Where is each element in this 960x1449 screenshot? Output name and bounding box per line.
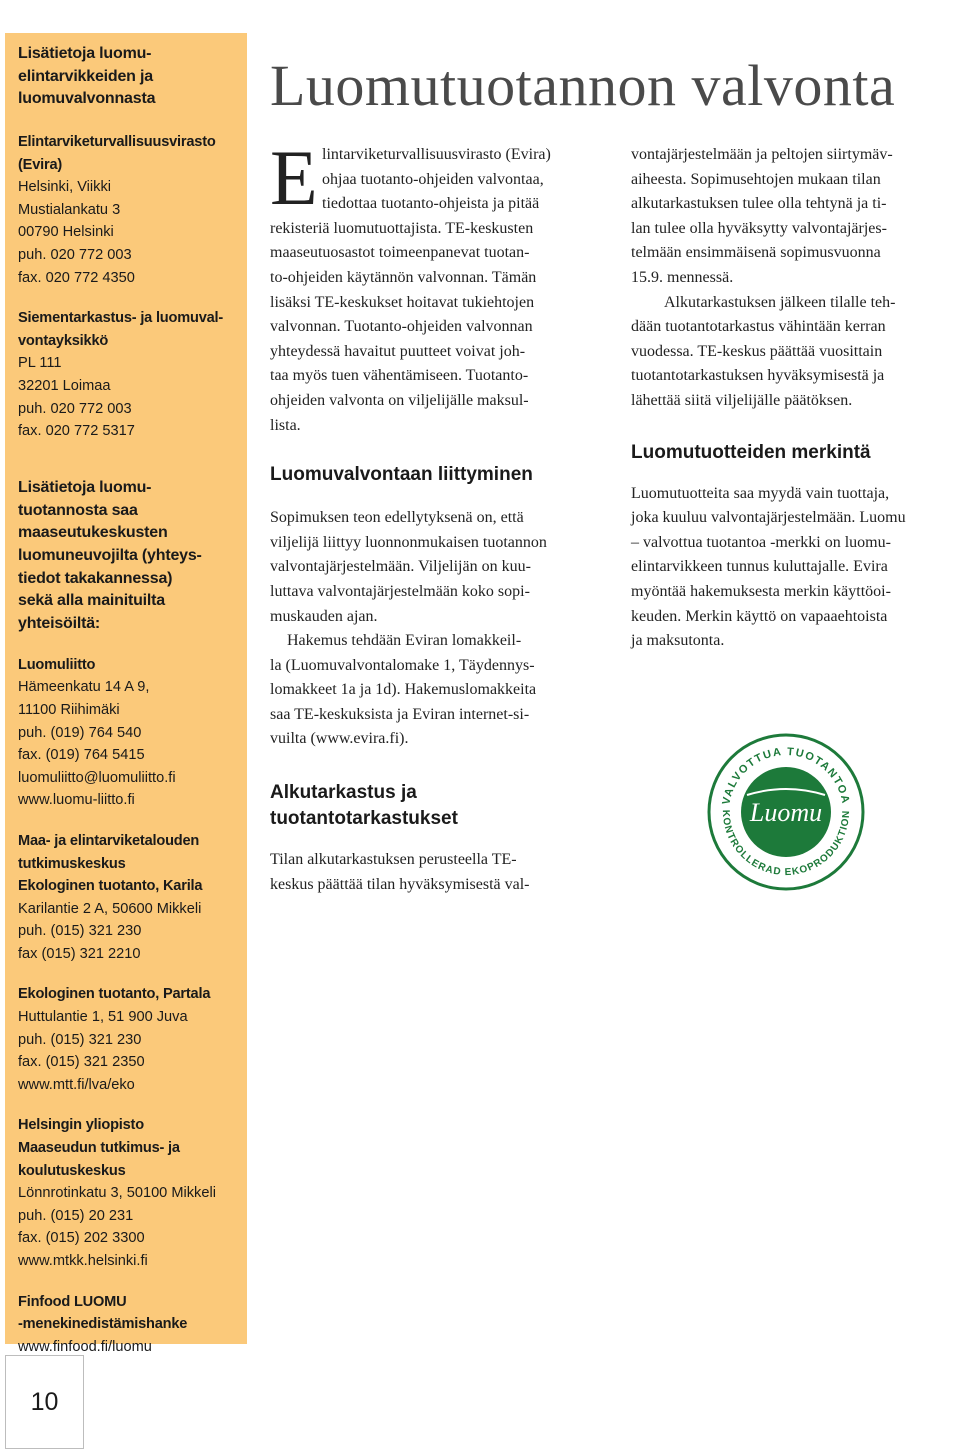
text-line: saa TE-keskuksista ja Eviran internet-si- xyxy=(270,705,530,723)
text-line: muskauden ajan. xyxy=(270,607,378,625)
text-line: to-ohjeiden käytännön valvonnan. Tämän xyxy=(270,268,537,286)
paragraph-liittyminen xyxy=(270,506,598,629)
paragraph-alkutarkastus xyxy=(270,848,598,897)
text-line: keskus päättää tilan hyväksymisestä val- xyxy=(270,875,530,893)
contact-title: (Evira) xyxy=(18,156,63,173)
contact-phone: puh. (019) 764 540 xyxy=(18,724,142,741)
sidebar-heading-line: luomuvalvonnasta xyxy=(18,90,156,108)
info-sidebar xyxy=(5,33,247,1355)
text-line: alkutarkastuksen tulee olla tehtynä ja ti- xyxy=(631,195,887,213)
text-line: Luomutuotteita saa myydä vain tuottaja, xyxy=(631,484,890,502)
text-line: valvonnan. Tuotanto-ohjeiden valvonnan xyxy=(270,318,533,336)
intro-paragraph xyxy=(270,134,598,438)
sidebar-heading-line: tuotannosta saa xyxy=(18,501,138,519)
sidebar-heading-line: sekä alla mainituilta xyxy=(18,592,165,610)
text-line: Sopimuksen teon edellytyksenä on, että xyxy=(270,509,524,527)
contact-website: www.mtt.fi/lva/eko xyxy=(18,1076,135,1093)
text-line: lomakkeet 1a ja 1d). Hakemuslomakkeita xyxy=(270,681,537,699)
text-line: taa myös tuen vähentämiseen. Tuotanto- xyxy=(270,367,529,385)
contact-line: Hämeenkatu 14 A 9, xyxy=(18,679,150,696)
text-line: luttava valvontajärjestelmään koko sopi- xyxy=(270,582,530,600)
section-heading-liittyminen: Luomuvalvontaan liittyminen xyxy=(270,464,533,486)
text-line: vontajärjestelmään ja peltojen siirtymäv- xyxy=(631,146,893,163)
seal-ring-text-bottom: KONTROLLERAD EKOPRODUKTION xyxy=(719,809,853,879)
contact-line: Helsinki, Viikki xyxy=(18,179,111,196)
page-title: Luomutuotannon valvonta xyxy=(270,53,896,118)
contact-title: Siementarkastus- ja luomuval- xyxy=(18,310,224,327)
contact-title: tutkimuskeskus xyxy=(18,855,126,872)
text-line: Hakemus tehdään Eviran lomakkeil- xyxy=(287,632,522,650)
text-line: ohjaa tuotanto-ohjeiden valvontaa, xyxy=(322,170,544,188)
contact-fax: fax. 020 772 4350 xyxy=(18,269,135,286)
text-line: ohjeiden valvonta on viljelijälle maksul- xyxy=(270,391,529,409)
contact-website: www.finfood.fi/luomu xyxy=(18,1338,152,1355)
contact-luomuliitto xyxy=(18,654,235,812)
text-line: telmään ensimmäisenä sopimusvuonna xyxy=(631,244,881,262)
text-line: viljelijä liittyy luonnonmukaisen tuotannon xyxy=(270,533,547,551)
contact-line: Karilantie 2 A, 50600 Mikkeli xyxy=(18,900,202,917)
contact-title: Luomuliitto xyxy=(18,656,96,673)
contact-line: Huttulantie 1, 51 900 Juva xyxy=(18,1009,188,1026)
contact-title: Maa- ja elintarviketalouden xyxy=(18,832,200,849)
text-line: joka kuuluu valvontajärjestelmään. Luomu xyxy=(631,509,906,527)
drop-cap: E xyxy=(270,134,318,221)
text-line: ja maksutonta. xyxy=(631,632,725,650)
text-line: lan tulee olla hyväksytty valvontajärjes- xyxy=(631,219,887,237)
sidebar-heading-line: yhteisöiltä: xyxy=(18,615,101,633)
contact-phone: puh. (015) 321 230 xyxy=(18,923,142,940)
heading-line: tuotantotarkastukset xyxy=(270,808,458,830)
contact-line: Lönnrotinkatu 3, 50100 Mikkeli xyxy=(18,1185,216,1202)
page-number-box xyxy=(5,1355,84,1449)
sidebar-heading-line: elintarvikkeiden ja xyxy=(18,67,153,85)
contact-finfood xyxy=(18,1291,235,1359)
contact-title: Elintarviketurvallisuusvirasto xyxy=(18,134,216,151)
contact-email: luomuliitto@luomuliitto.fi xyxy=(18,769,176,786)
section-heading-merkinta: Luomutuotteiden merkintä xyxy=(631,441,871,463)
body-column-2 xyxy=(631,143,959,654)
page-number: 10 xyxy=(30,1387,59,1416)
contact-line: 11100 Riihimäki xyxy=(18,701,120,718)
contact-fax: fax. (015) 202 3300 xyxy=(18,1230,145,1247)
text-line: elintarvikkeen tunnus kuluttajalle. Evira xyxy=(631,558,888,576)
sidebar-heading-line: tiedot takakannessa) xyxy=(18,569,173,587)
contact-evira xyxy=(18,131,235,289)
contact-phone: puh. (015) 321 230 xyxy=(18,1031,142,1048)
text-line: maaseutuosastot toimeenpanevat tuotan- xyxy=(270,244,530,262)
contact-line: 32201 Loimaa xyxy=(18,378,111,395)
seal-center-text: Luomu xyxy=(749,798,823,827)
heading-line: Alkutarkastus ja xyxy=(270,782,417,804)
contact-title: Helsingin yliopisto xyxy=(18,1117,144,1134)
paragraph-hakemus xyxy=(270,629,598,752)
text-line: tiedottaa tuotanto-ohjeista ja pitää xyxy=(322,195,540,213)
body-column-1 xyxy=(270,134,598,897)
text-line: lintarviketurvallisuusvirasto (Evira) xyxy=(322,146,551,163)
section-heading-alkutarkastus xyxy=(270,780,598,832)
sidebar-heading-top xyxy=(18,43,235,111)
text-line: keuden. Merkin käyttö on vapaaehtoista xyxy=(631,607,888,625)
text-line: lista. xyxy=(270,416,301,434)
contact-siementarkastus xyxy=(18,307,235,443)
contact-fax: fax. (019) 764 5415 xyxy=(18,747,145,764)
contact-phone: puh. 020 772 003 xyxy=(18,247,132,264)
text-line: myöntää hakemuksesta merkin käyttöoi- xyxy=(631,582,891,600)
paragraph-continued xyxy=(631,143,959,291)
paragraph-merkinta xyxy=(631,482,959,654)
contact-title: Maaseudun tutkimus- ja xyxy=(18,1140,180,1157)
sidebar-heading-line: Lisätietoja luomu- xyxy=(18,478,152,496)
text-line: 15.9. mennessä. xyxy=(631,268,734,286)
text-line: valvontajärjestelmään. Viljelijän on kuu- xyxy=(270,558,531,576)
seal-ring-text-top: VALVOTTUA TUOTANTOA xyxy=(720,745,852,806)
text-line: rekisteriä luomutuottajista. TE-keskusten xyxy=(270,219,534,237)
luomu-seal-logo xyxy=(707,733,865,891)
contact-helsingin-yliopisto xyxy=(18,1114,235,1272)
contact-line: 00790 Helsinki xyxy=(18,224,114,241)
sidebar-heading-mid xyxy=(18,477,235,636)
sidebar-heading-line: luomuneuvojilta (yhteys- xyxy=(18,546,202,564)
contact-line: PL 111 xyxy=(18,355,62,372)
contact-phone: puh. 020 772 003 xyxy=(18,400,132,417)
contact-fax: fax. (015) 321 2350 xyxy=(18,1054,145,1071)
text-line: Tilan alkutarkastuksen perusteella TE- xyxy=(270,851,517,869)
contact-title: Ekologinen tuotanto, Partala xyxy=(18,986,211,1003)
text-line: tuotantotarkastuksen hyväksymisestä ja xyxy=(631,367,885,385)
contact-mtt-karila xyxy=(18,830,235,966)
text-line: la (Luomuvalvontalomake 1, Täydennys- xyxy=(270,656,535,674)
text-line: vuodessa. TE-keskus päättää vuosittain xyxy=(631,342,883,360)
text-line: – valvottua tuotantoa -merkki on luomu- xyxy=(631,533,891,551)
text-line: vuilta (www.evira.fi). xyxy=(270,730,409,748)
sidebar-divider xyxy=(18,461,235,477)
text-line: aiheesta. Sopimusehtojen mukaan tilan xyxy=(631,170,881,188)
text-line: lähettää siitä viljelijälle päätöksen. xyxy=(631,391,853,409)
text-line: dään tuotantotarkastus vähintään kerran xyxy=(631,318,886,336)
text-line: Alkutarkastuksen jälkeen tilalle teh- xyxy=(664,293,896,311)
contact-website: www.luomu-liitto.fi xyxy=(18,792,135,809)
contact-fax: fax (015) 321 2210 xyxy=(18,945,141,962)
contact-title: koulutuskeskus xyxy=(18,1162,126,1179)
text-line: yhteydessä havaitut puutteet voivat joh- xyxy=(270,342,526,360)
contact-title: -menekinedistämishanke xyxy=(18,1316,188,1333)
contact-title: vontayksikkö xyxy=(18,332,109,349)
sidebar-heading-line: Lisätietoja luomu- xyxy=(18,45,152,62)
contact-partala xyxy=(18,983,235,1096)
contact-title: Ekologinen tuotanto, Karila xyxy=(18,878,203,895)
contact-website: www.mtkk.helsinki.fi xyxy=(18,1253,148,1269)
sidebar-heading-line: maaseutukeskusten xyxy=(18,524,168,542)
paragraph-tuotantotarkastus xyxy=(631,291,959,414)
text-line: lisäksi TE-keskukset hoitavat tukiehtojen xyxy=(270,293,535,311)
contact-fax: fax. 020 772 5317 xyxy=(18,423,135,440)
contact-title: Finfood LUOMU xyxy=(18,1293,127,1310)
contact-phone: puh. (015) 20 231 xyxy=(18,1207,134,1224)
contact-line: Mustialankatu 3 xyxy=(18,201,121,218)
